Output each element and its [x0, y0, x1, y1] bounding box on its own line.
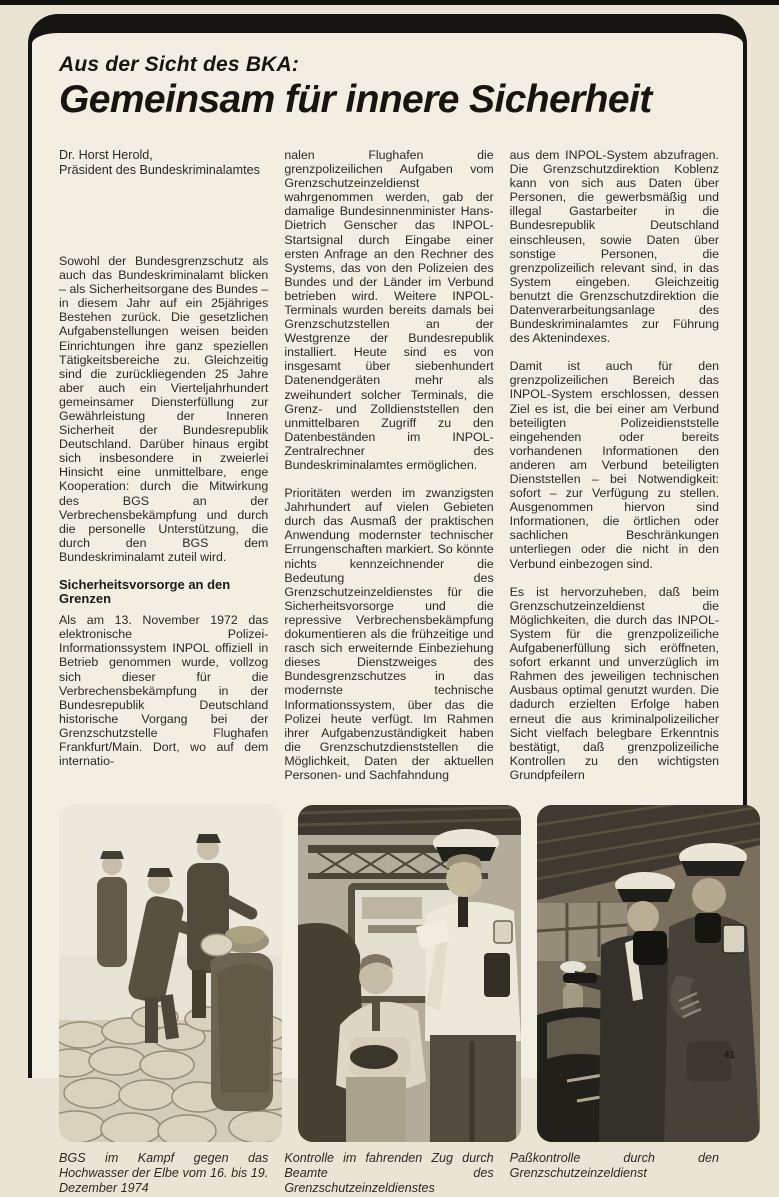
article-title: Gemeinsam für innere Sicherheit: [59, 78, 652, 121]
article-frame: [28, 14, 747, 1196]
article-columns: [32, 121, 743, 796]
column-3: [510, 148, 719, 796]
body-paragraph: nalen Flughafen die grenzpolizeilichen Aufgaben vom Grenzschutzeinzeldienst wahrgenommen werden, gab der damalige Bundesinnenminister Hans-Dietrich Genscher das INPOL-Startsignal durch Eingabe einer ersten Anfrage an den Rechner des Systems, das von den Polizeien des Bundes und der Länder im Verbund betrieben wird. Weitere INPOL-Terminals wurden bereits damals bei Grenzschutzstellen an der Westgrenze der Bundesrepublik installiert. Heute sind es von insgesamt über siebenhundert Datenendgeräten mehr als zweihundert solcher Terminals, die Grenz- und Zolldienststellen den unmittelbaren Zugriff zu den Datenbeständen im INPOL-Zentralrechner des Bundeskriminalamtes ermöglichen.: [284, 147, 494, 472]
page-top-rule: [0, 0, 779, 5]
body-paragraph: Es ist hervorzuheben, daß beim Grenzschutzeinzeldienst die Möglichkeiten, die durch das INPOL-System für die grenzpolizeiliche Aufgabenerfüllung sich eröffneten, sofort erkannt und unverzüglich im Rahmen des jeweiligen technischen Ausbaus optimal genutzt wurden. Die dadurch erzielten Erfolge haben erneut die aus kriminalpolizeilicher Sicht vielfach belegbare Erkenntnis bestätigt, daß grenzpolizeiliche Kontrollen zu den wichtigsten Grundpfeilern: [509, 584, 719, 782]
author-name: Dr. Horst Herold,: [59, 147, 153, 162]
page-number: 41: [723, 1050, 735, 1061]
photo-passport-control-image: [537, 805, 760, 1142]
photo-caption-3: Paßkontrolle durch den Grenzschutzeinzeldienst: [509, 1151, 719, 1181]
body-paragraph: Damit ist auch für den grenzpolizeilichen Bereich das INPOL-System erschlossen, dessen Ziel es ist, die bei einer am Verbund beteiligten Polizeidienststelle eingehenden oder bereits vorhandenen Informationen den anderen am Verbund beteiligten Dienststellen – bei Notwendigkeit: sofort – zur Verfügung zu stellen. Ausgenommen hiervon sind Informationen, die örtlichen oder sachlichen Beschränkungen unterliegen oder die nicht in den Verbund einbezogen sind.: [509, 359, 719, 571]
photo-caption-1: BGS im Kampf gegen das Hochwasser der Elbe vom 16. bis 19. Dezember 1974: [59, 1151, 269, 1196]
column-2: [284, 148, 493, 796]
photo-flood-sandbags: [59, 805, 282, 1142]
column-1: [59, 148, 268, 796]
body-paragraph: aus dem INPOL-System abzufragen. Die Grenzschutzdirektion Koblenz kann von sich aus Daten über Personen, die gewerbsmäßig und illegal Gastarbeiter in die Bundesrepublik Deutschland einschleusen, sowie Daten über sonstige Personen, die grenzpolizeilich relevant sind, in das System eingeben. Gleichzeitig benutzt die Grenzschutzdirektion die Datenverarbeitungsanlage des Bundeskriminalamtes zur Führung des Aktenindexes.: [509, 147, 719, 346]
caption-row: [32, 1142, 743, 1197]
photo-passport-control: [537, 805, 760, 1142]
body-paragraph: Als am 13. November 1972 das elektronische Polizei-Informationssystem INPOL offiziell in Betrieb genommen wurde, vollzog sich dieser für die Verbrechensbekämpfung in der Bundesrepublik Deutschland historische Vorgang bei der Grenzschutzstelle Flughafen Frankfurt/Main. Dort, wo auf dem internatio-: [59, 613, 269, 769]
body-paragraph: Prioritäten werden im zwanzigsten Jahrhundert auf vielen Gebieten durch das Ausmaß der praktischen Anwendung modernster technischer Errungenschaften markiert. So könnte nichts kennzeichnender die Bedeutung des Grenzschutzeinzeldienstes für die Sicherheitsvorsorge und die repressive Verbrechensbekämpfung dokumentieren als die frühzeitige und rasch sich erweiternde Einbeziehung dieses Dienstzweiges des Bundesgrenzschutzes in das modernste technische Informationssystem, über das die Polizei heute verfügt. Im Rahmen ihrer Aufgabenzuständigkeit haben die Grenzschutzdienststellen die Möglichkeit, Daten der aktuellen Personen- und Sachfahndung: [284, 486, 494, 782]
photo-caption-2: Kontrolle im fahrenden Zug durch Beamte des Grenzschutzeinzeldienstes: [284, 1151, 494, 1196]
article-kicker: Aus der Sicht des BKA:: [59, 53, 300, 76]
photo-row: [32, 796, 743, 1142]
photo-train-check-image: [298, 805, 521, 1142]
photo-train-check: [298, 805, 521, 1142]
title-block: [32, 33, 743, 121]
body-paragraph: Sowohl der Bundesgrenzschutz als auch das Bundeskriminalamt blicken – als Sicherheitsorgane des Bundes – in diesem Jahr auf ein 25jähriges Bestehen zurück. Die gesetzlichen Aufgabenstellungen weisen beiden Einrichtungen ihre ganz speziellen Tätigkeitsbereiche zu. Gleichzeitig sind die zurückliegenden 25 Jahre aber auch ein Vierteljahrhundert gemeinsamer Diensterfüllung zur Gewährleistung der Inneren Sicherheit der Bundesrepublik Deutschland. Darüber hinaus ergibt sich insbesondere in zweierlei Hinsicht eine unmittelbare, enge Kooperation: durch die Mitwirkung des BGS an der Verbrechensbekämpfung und durch die personelle Unterstützung, die durch den BGS dem Bundeskriminalamt zuteil wird.: [59, 253, 269, 564]
author-role: Präsident des Bundeskriminalamtes: [59, 162, 260, 177]
author-block: [59, 148, 268, 178]
photo-flood-sandbags-image: [59, 805, 282, 1142]
section-heading: Sicherheitsvorsorge an den Grenzen: [59, 577, 231, 607]
